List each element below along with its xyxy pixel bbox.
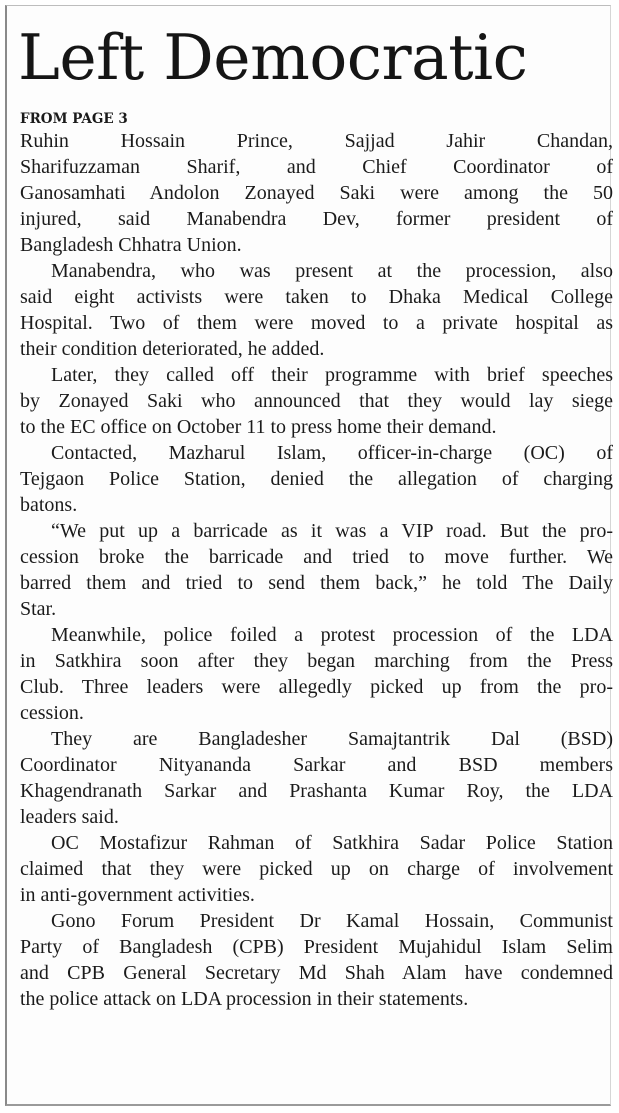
text-line: Ruhin Hossain Prince, Sajjad Jahir Chandan, [20, 130, 613, 152]
text-line: batons. [20, 494, 78, 516]
text-line: Bangladesh Chhatra Union. [20, 234, 242, 256]
text-line: They are Bangladesher Samajtantrik Dal (BSD) [51, 728, 613, 750]
paragraph [20, 518, 613, 622]
text-line: Tejgaon Police Station, denied the allegation of charging [20, 468, 613, 490]
text-line: their condition deteriorated, he added. [20, 338, 325, 360]
text-line: cession broke the barricade and tried to move further. We [20, 546, 613, 568]
text-line: Party of Bangladesh (CPB) President Mujahidul Islam Selim [20, 936, 613, 958]
text-line: Star. [20, 598, 57, 620]
text-line: leaders said. [20, 806, 119, 828]
paragraph [20, 908, 613, 1012]
text-line: Khagendranath Sarkar and Prashanta Kumar Roy, the LDA [20, 780, 613, 802]
text-line: in Satkhira soon after they began marching from the Press [20, 650, 613, 672]
text-line: barred them and tried to send them back,” he told The Daily [20, 572, 613, 594]
paragraph [20, 258, 613, 362]
text-line: cession. [20, 702, 84, 724]
text-line: OC Mostafizur Rahman of Satkhira Sadar Police Station [51, 832, 613, 854]
text-line: said eight activists were taken to Dhaka Medical College [20, 286, 613, 308]
text-line: Hospital. Two of them were moved to a private hospital as [20, 312, 613, 334]
text-line: and CPB General Secretary Md Shah Alam have condemned [20, 962, 613, 984]
text-line: Club. Three leaders were allegedly picked up from the pro- [20, 676, 613, 698]
jump-label: FROM PAGE 3 [20, 111, 128, 127]
text-line: to the EC office on October 11 to press home their demand. [20, 416, 497, 438]
text-line: Later, they called off their programme with brief speeches [51, 364, 613, 386]
text-line: Coordinator Nityananda Sarkar and BSD members [20, 754, 613, 776]
paragraph [20, 726, 613, 830]
paragraph [20, 830, 613, 908]
text-line: by Zonayed Saki who announced that they would lay siege [20, 390, 613, 412]
headline: Left Democratic [18, 21, 528, 94]
text-line: “We put up a barricade as it was a VIP road. But the pro- [51, 520, 613, 542]
text-line: Sharifuzzaman Sharif, and Chief Coordinator of [20, 156, 613, 178]
text-line: the police attack on LDA procession in their statements. [20, 988, 469, 1010]
paragraph [20, 128, 613, 258]
paragraph [20, 362, 613, 440]
text-line: Manabendra, who was present at the procession, also [51, 260, 613, 282]
paragraph [20, 440, 613, 518]
article-body [20, 128, 613, 1012]
text-line: Ganosamhati Andolon Zonayed Saki were among the 50 [20, 182, 613, 204]
text-line: Gono Forum President Dr Kamal Hossain, Communist [51, 910, 613, 932]
text-line: Contacted, Mazharul Islam, officer-in-charge (OC) of [51, 442, 613, 464]
text-line: claimed that they were picked up on charge of involvement [20, 858, 613, 880]
text-line: in anti-government activities. [20, 884, 255, 906]
text-line: Meanwhile, police foiled a protest procession of the LDA [51, 624, 613, 646]
news-clipping [5, 5, 611, 1106]
paragraph [20, 622, 613, 726]
text-line: injured, said Manabendra Dev, former president of [20, 208, 613, 230]
